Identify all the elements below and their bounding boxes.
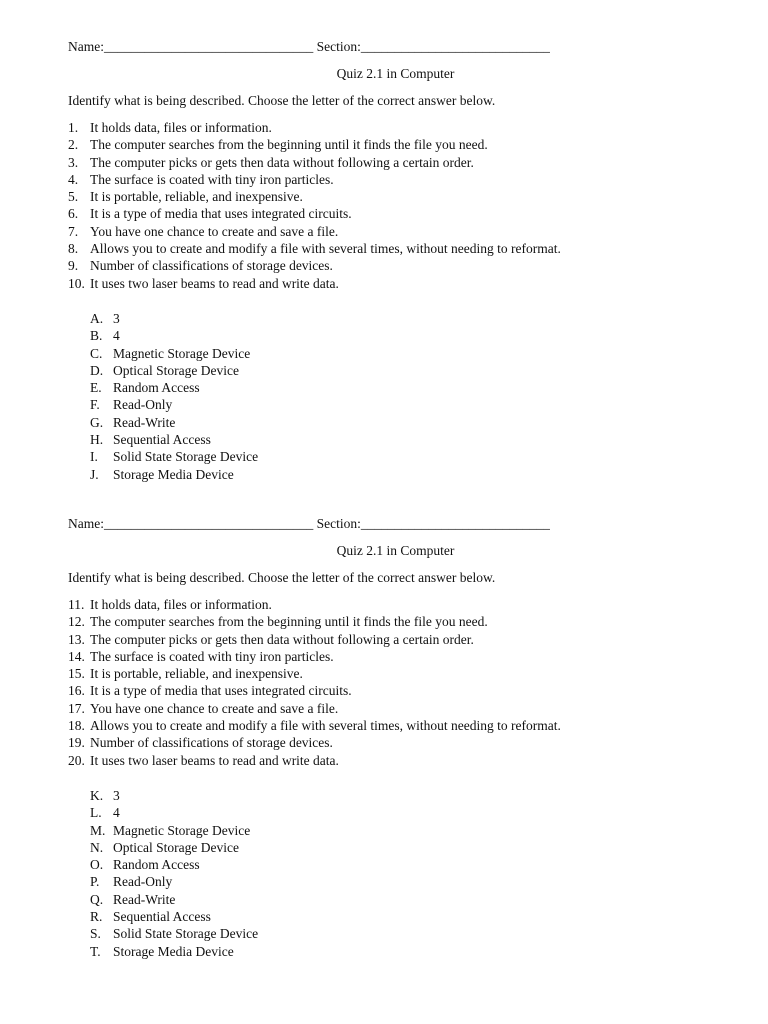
choice-item [90, 414, 708, 431]
question-list [68, 119, 708, 292]
question-number: 6. [68, 206, 79, 222]
question-text: It is portable, reliable, and inexpensive. [90, 666, 303, 682]
question-list [68, 596, 708, 769]
choice-letter: Q. [90, 891, 104, 907]
choice-item [90, 891, 708, 908]
question-item [68, 136, 708, 153]
choice-item [90, 379, 708, 396]
choice-text: Read-Only [113, 397, 173, 413]
choice-letter: S. [90, 926, 101, 942]
choice-item [90, 431, 708, 448]
question-item [68, 665, 708, 682]
question-number: 3. [68, 154, 79, 170]
choice-text: Solid State Storage Device [113, 449, 259, 465]
quiz-title: Quiz 2.1 in Computer [336, 543, 455, 558]
choice-list [90, 787, 708, 960]
question-number: 8. [68, 241, 79, 257]
choice-letter: T. [90, 943, 101, 959]
question-number: 13. [68, 631, 85, 647]
question-text: The computer picks or gets then data without following a certain order. [90, 154, 474, 170]
question-item [68, 717, 708, 734]
question-number: 5. [68, 189, 79, 205]
question-number: 16. [68, 683, 85, 699]
question-text: The surface is coated with tiny iron particles. [90, 171, 334, 187]
choice-letter: B. [90, 328, 103, 344]
choice-text: Optical Storage Device [113, 362, 239, 378]
name-section-line [68, 38, 708, 56]
question-text: You have one chance to create and save a file. [90, 700, 339, 716]
choice-letter: H. [90, 432, 104, 448]
question-item [68, 700, 708, 717]
question-item [68, 648, 708, 665]
choice-text: Read-Write [113, 891, 176, 907]
question-number: 9. [68, 258, 79, 274]
choice-item [90, 787, 708, 804]
question-number: 7. [68, 223, 79, 239]
question-number: 14. [68, 648, 85, 664]
choice-letter: G. [90, 414, 104, 430]
question-item [68, 188, 708, 205]
question-text: Allows you to create and modify a file with several times, without needing to reformat. [90, 718, 561, 734]
choice-letter: M. [90, 822, 106, 838]
question-number: 17. [68, 700, 85, 716]
choice-text: Storage Media Device [113, 466, 234, 482]
choice-text: Optical Storage Device [113, 839, 239, 855]
choice-list [90, 310, 708, 483]
question-item [68, 752, 708, 769]
choice-letter: R. [90, 909, 103, 925]
question-text: Allows you to create and modify a file with several times, without needing to reformat. [90, 241, 561, 257]
choice-item [90, 873, 708, 890]
question-text: It is portable, reliable, and inexpensive. [90, 189, 303, 205]
question-item [68, 119, 708, 136]
question-item [68, 613, 708, 630]
question-item [68, 205, 708, 222]
choice-item [90, 908, 708, 925]
quiz-title: Quiz 2.1 in Computer [336, 66, 455, 81]
question-number: 19. [68, 735, 85, 751]
choice-text: 3 [113, 310, 120, 326]
question-item [68, 240, 708, 257]
question-item [68, 275, 708, 292]
question-text: It uses two laser beams to read and write data. [90, 752, 339, 768]
choice-letter: A. [90, 310, 104, 326]
choice-item [90, 804, 708, 821]
choice-text: Magnetic Storage Device [113, 345, 251, 361]
choice-letter: I. [90, 449, 98, 465]
choice-text: Magnetic Storage Device [113, 822, 251, 838]
choice-item [90, 943, 708, 960]
choice-letter: E. [90, 380, 102, 396]
choice-item [90, 362, 708, 379]
choice-text: Sequential Access [113, 432, 211, 448]
question-item [68, 734, 708, 751]
question-text: It is a type of media that uses integrated circuits. [90, 206, 352, 222]
question-text: Number of classifications of storage devices. [90, 735, 333, 751]
choice-item [90, 925, 708, 942]
question-text: The surface is coated with tiny iron particles. [90, 648, 334, 664]
question-number: 1. [68, 120, 79, 135]
question-number: 18. [68, 718, 85, 734]
question-number: 15. [68, 666, 85, 682]
question-number: 11. [68, 597, 85, 612]
section-label: Section:____________________________ [316, 39, 550, 54]
choice-item [90, 345, 708, 362]
question-item [68, 171, 708, 188]
choice-text: 4 [113, 805, 120, 821]
choice-letter: P. [90, 874, 100, 890]
question-item [68, 223, 708, 240]
question-text: Number of classifications of storage devices. [90, 258, 333, 274]
question-text: It holds data, files or information. [90, 120, 272, 135]
question-text: It uses two laser beams to read and write data. [90, 275, 339, 291]
instructions: Identify what is being described. Choose the letter of the correct answer below. [68, 570, 496, 585]
question-text: It is a type of media that uses integrated circuits. [90, 683, 352, 699]
choice-item [90, 839, 708, 856]
choice-text: Sequential Access [113, 909, 211, 925]
question-number: 2. [68, 137, 79, 153]
choice-letter: C. [90, 345, 103, 361]
question-number: 20. [68, 752, 85, 768]
quiz-block-1 [68, 38, 708, 483]
question-number: 10. [68, 275, 85, 291]
choice-text: Read-Write [113, 414, 176, 430]
choice-text: 3 [113, 787, 120, 803]
choice-text: Random Access [113, 857, 200, 873]
choice-item [90, 310, 708, 327]
choice-item [90, 448, 708, 465]
question-number: 12. [68, 614, 85, 630]
question-text: It holds data, files or information. [90, 597, 272, 612]
section-label: Section:____________________________ [316, 516, 550, 531]
quiz-block-2 [68, 515, 708, 960]
choice-letter: K. [90, 787, 104, 803]
choice-item [90, 396, 708, 413]
choice-item [90, 856, 708, 873]
question-number: 4. [68, 171, 79, 187]
choice-letter: N. [90, 839, 104, 855]
question-item [68, 596, 708, 613]
choice-text: Random Access [113, 380, 200, 396]
name-label: Name:_______________________________ [68, 516, 314, 531]
choice-text: Read-Only [113, 874, 173, 890]
choice-text: Solid State Storage Device [113, 926, 259, 942]
question-item [68, 631, 708, 648]
choice-letter: L. [90, 805, 102, 821]
question-text: You have one chance to create and save a file. [90, 223, 339, 239]
question-text: The computer searches from the beginning until it finds the file you need. [90, 137, 488, 153]
instructions: Identify what is being described. Choose the letter of the correct answer below. [68, 93, 496, 108]
choice-item [90, 327, 708, 344]
choice-letter: F. [90, 397, 100, 413]
question-text: The computer picks or gets then data without following a certain order. [90, 631, 474, 647]
question-item [68, 154, 708, 171]
choice-text: 4 [113, 328, 120, 344]
choice-letter: D. [90, 362, 104, 378]
name-section-line [68, 515, 708, 533]
question-text: The computer searches from the beginning until it finds the file you need. [90, 614, 488, 630]
question-item [68, 682, 708, 699]
question-item [68, 257, 708, 274]
choice-text: Storage Media Device [113, 943, 234, 959]
choice-item [90, 822, 708, 839]
choice-letter: J. [90, 466, 99, 482]
choice-item [90, 466, 708, 483]
choice-letter: O. [90, 857, 104, 873]
name-label: Name:_______________________________ [68, 39, 314, 54]
